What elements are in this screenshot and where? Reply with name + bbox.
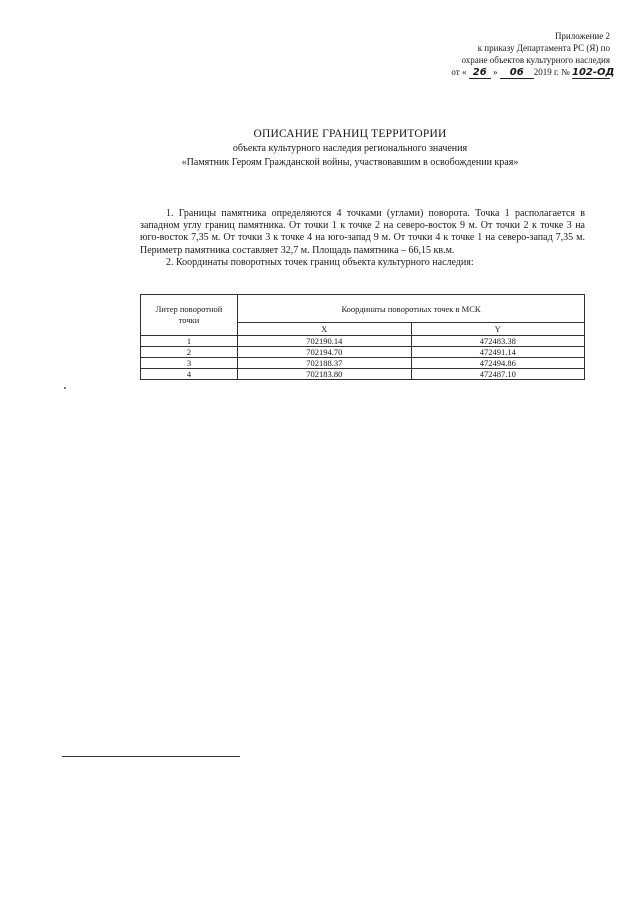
point-cell: 4 — [141, 369, 238, 380]
y-cell: 472483.38 — [411, 336, 585, 347]
x-cell: 702188.37 — [238, 358, 412, 369]
point-cell: 2 — [141, 347, 238, 358]
point-letter-header: Литер поворотной точки — [141, 295, 238, 336]
date-month: 06 — [500, 68, 534, 79]
description-body — [140, 208, 585, 269]
boundary-description-paragraph: 1. Границы памятника определяются 4 точками (углами) поворота. Точка 1 располагается в западном углу границ памятника. От точки 1 к точке 2 на северо-восток 9 м. От точки 2 к точке 3 на юго-восток 7,35 м. От точки 3 к точке 4 на юго-запад 9 м. От точки 4 к точке 1 на северо-запад 7,35 м. Периметр памятника составляет 32,7 м. Площадь памятника – 66,15 кв.м. — [140, 208, 585, 256]
margin-mark — [64, 387, 66, 389]
appendix-header — [380, 30, 615, 79]
point-cell: 1 — [141, 336, 238, 347]
x-cell: 702190.14 — [238, 336, 412, 347]
coordinates-table — [140, 294, 585, 380]
footnote-divider — [62, 756, 240, 757]
y-cell: 472491.14 — [411, 347, 585, 358]
x-cell: 702194.70 — [238, 347, 412, 358]
order-number: 102-ОД — [572, 67, 615, 78]
table-row — [141, 347, 585, 358]
date-day: 26 — [469, 68, 491, 79]
x-header: X — [238, 323, 412, 336]
table-row — [141, 369, 585, 380]
page-title: ОПИСАНИЕ ГРАНИЦ ТЕРРИТОРИИ — [253, 128, 447, 140]
appendix-department: охране объектов культурного наследия — [461, 55, 610, 65]
point-cell: 3 — [141, 358, 238, 369]
date-mid: » — [492, 67, 498, 77]
table-row — [141, 336, 585, 347]
heading — [100, 127, 600, 170]
msk-coordinates-header: Координаты поворотных точек в МСК — [238, 295, 585, 323]
object-name: «Памятник Героям Гражданской войны, участвовавшим в освобождении края» — [181, 157, 519, 168]
date-year: 2019 г. № — [533, 67, 570, 77]
object-category: объекта культурного наследия регионального значения — [232, 143, 468, 154]
y-cell: 472487.10 — [411, 369, 585, 380]
appendix-order-ref: к приказу Департамента РС (Я) по — [477, 43, 610, 53]
appendix-label: Приложение 2 — [554, 31, 610, 41]
y-header: Y — [411, 323, 585, 336]
x-cell: 702183.80 — [238, 369, 412, 380]
y-cell: 472494.86 — [411, 358, 585, 369]
table-row — [141, 358, 585, 369]
date-prefix: от « — [451, 67, 467, 77]
coordinates-intro-paragraph: 2. Координаты поворотных точек границ объекта культурного наследия: — [166, 256, 474, 268]
appendix-date-line — [380, 66, 615, 79]
